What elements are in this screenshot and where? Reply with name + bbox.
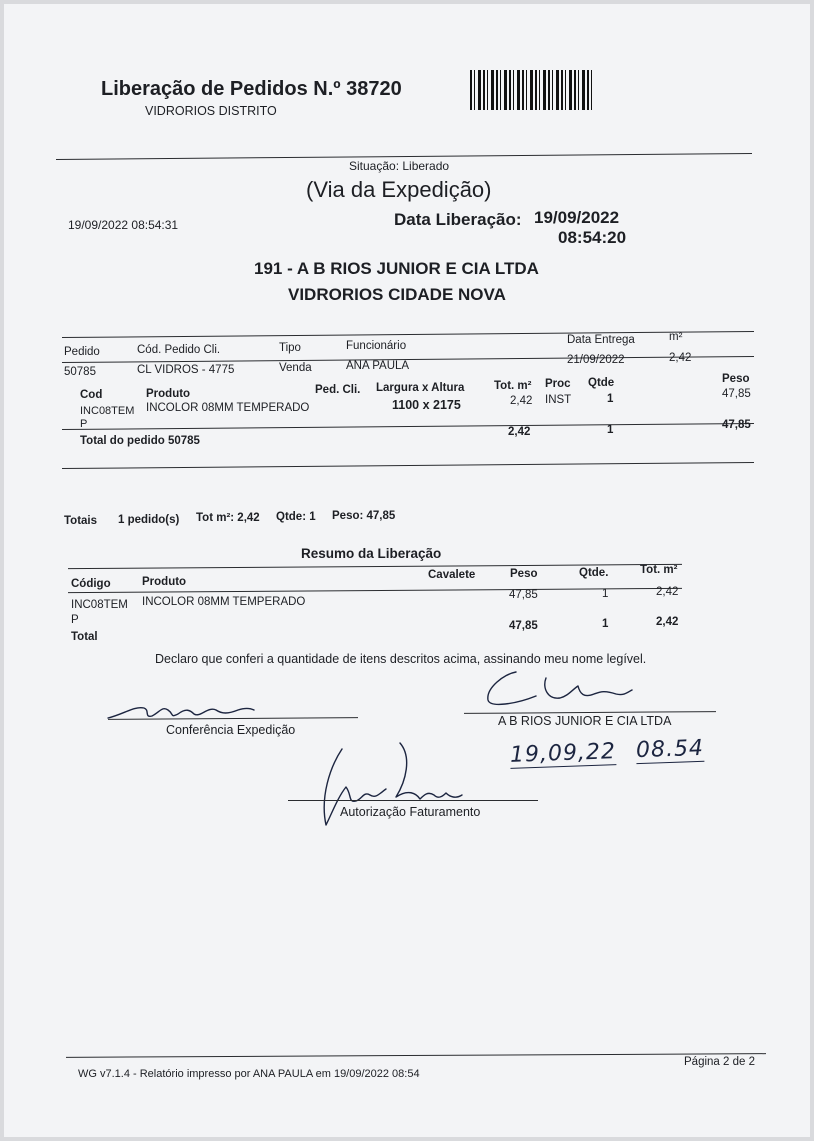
header-data-entrega: Data Entrega bbox=[567, 334, 635, 346]
item-tot-m2: 2,42 bbox=[510, 395, 533, 407]
funcionario: ANA PAULA bbox=[346, 360, 410, 372]
conferencia-label: Conferência Expedição bbox=[166, 723, 296, 737]
item-qtde: 1 bbox=[607, 393, 614, 405]
item-proc: INST bbox=[545, 394, 572, 406]
client-store: VIDRORIOS CIDADE NOVA bbox=[288, 285, 506, 304]
summary-peso: 47,85 bbox=[509, 589, 538, 601]
release-date-label: Data Liberação: bbox=[394, 210, 522, 229]
divider bbox=[62, 331, 754, 338]
order-total-label: Total do pedido 50785 bbox=[80, 435, 200, 447]
header-m2: m² bbox=[669, 331, 683, 343]
client-signature bbox=[476, 664, 636, 712]
data-entrega: 21/09/2022 bbox=[567, 354, 625, 366]
footer-printed-by: WG v7.1.4 - Relatório impresso por ANA PAULA em 19/09/2022 08:54 bbox=[78, 1068, 420, 1080]
pedido-number: 50785 bbox=[64, 366, 96, 378]
client-name: 191 - A B RIOS JUNIOR E CIA LTDA bbox=[254, 259, 539, 278]
summary-total-peso: 47,85 bbox=[509, 620, 538, 632]
autorizacao-label: Autorização Faturamento bbox=[340, 805, 481, 819]
release-date: 19/09/2022 bbox=[534, 208, 620, 227]
m2: 2,42 bbox=[669, 352, 692, 364]
item-cod-suffix: P bbox=[80, 418, 88, 430]
status-text: Situação: Liberado bbox=[349, 159, 450, 173]
summary-codigo: INC08TEM bbox=[71, 599, 128, 611]
item-header-tot-m2: Tot. m² bbox=[494, 380, 532, 392]
summary-header-peso: Peso bbox=[510, 568, 538, 580]
totals-label: Totais bbox=[64, 515, 98, 527]
handwritten-time: 08.54 bbox=[635, 735, 705, 764]
item-header-proc: Proc bbox=[545, 378, 571, 390]
header-cod-pedido-cli: Cód. Pedido Cli. bbox=[137, 344, 221, 356]
item-produto: INCOLOR 08MM TEMPERADO bbox=[146, 402, 310, 414]
summary-total-qtde: 1 bbox=[602, 618, 609, 630]
summary-header-tot-m2: Tot. m² bbox=[640, 564, 678, 576]
release-time: 08:54:20 bbox=[558, 228, 627, 247]
totals-qtde: Qtde: 1 bbox=[276, 511, 316, 523]
item-header-cod: Cod bbox=[80, 389, 103, 401]
summary-codigo-suffix: P bbox=[71, 614, 79, 626]
item-peso: 47,85 bbox=[722, 388, 751, 400]
totals-m2: Tot m²: 2,42 bbox=[196, 512, 260, 524]
item-dimensoes: 1100 x 2175 bbox=[392, 398, 461, 412]
item-header-qtde: Qtde bbox=[588, 377, 615, 389]
printed-timestamp: 19/09/2022 08:54:31 bbox=[68, 218, 179, 232]
summary-header-produto: Produto bbox=[142, 576, 187, 588]
item-header-ped-cli: Ped. Cli. bbox=[315, 384, 361, 396]
summary-title: Resumo da Liberação bbox=[301, 546, 442, 561]
signature-line bbox=[288, 800, 538, 801]
tipo: Venda bbox=[279, 362, 312, 374]
handwritten-date: 19,09,22 bbox=[509, 739, 617, 768]
item-header-peso: Peso bbox=[722, 373, 750, 385]
item-header-largura-altura: Largura x Altura bbox=[376, 382, 465, 394]
item-cod: INC08TEM bbox=[80, 405, 135, 417]
divider bbox=[68, 588, 682, 593]
summary-total-label: Total bbox=[71, 631, 98, 643]
barcode bbox=[470, 70, 594, 110]
order-total-m2: 2,42 bbox=[508, 426, 531, 438]
page-number: Página 2 de 2 bbox=[684, 1056, 755, 1068]
summary-header-qtde: Qtde. bbox=[579, 567, 609, 579]
totals-pedidos: 1 pedido(s) bbox=[118, 514, 180, 526]
footer-divider bbox=[66, 1053, 766, 1058]
totals-peso: Peso: 47,85 bbox=[332, 510, 396, 522]
divider bbox=[62, 423, 754, 430]
summary-tot-m2: 2,42 bbox=[656, 586, 679, 598]
summary-header-codigo: Código bbox=[71, 578, 111, 590]
divider bbox=[62, 462, 754, 469]
summary-produto: INCOLOR 08MM TEMPERADO bbox=[142, 596, 306, 608]
header-pedido: Pedido bbox=[64, 346, 100, 358]
declaration-text: Declaro que conferi a quantidade de itens descritos acima, assinando meu nome legível. bbox=[155, 652, 647, 666]
document-page bbox=[4, 4, 810, 1137]
copy-type: (Via da Expedição) bbox=[306, 177, 492, 202]
company-name: VIDRORIOS DISTRITO bbox=[145, 104, 277, 118]
summary-total-tot-m2: 2,42 bbox=[656, 616, 679, 628]
conferencia-signature bbox=[104, 696, 264, 724]
order-total-qtde: 1 bbox=[607, 424, 614, 436]
header-funcionario: Funcionário bbox=[346, 340, 407, 352]
summary-header-cavalete: Cavalete bbox=[428, 569, 476, 581]
header-tipo: Tipo bbox=[279, 342, 301, 354]
client-label: A B RIOS JUNIOR E CIA LTDA bbox=[498, 714, 672, 728]
document-title: Liberação de Pedidos N.º 38720 bbox=[101, 78, 402, 100]
order-total-peso: 47,85 bbox=[722, 419, 751, 431]
cod-pedido-cli: CL VIDROS - 4775 bbox=[137, 364, 235, 376]
summary-qtde: 1 bbox=[602, 588, 609, 600]
item-header-produto: Produto bbox=[146, 388, 191, 400]
